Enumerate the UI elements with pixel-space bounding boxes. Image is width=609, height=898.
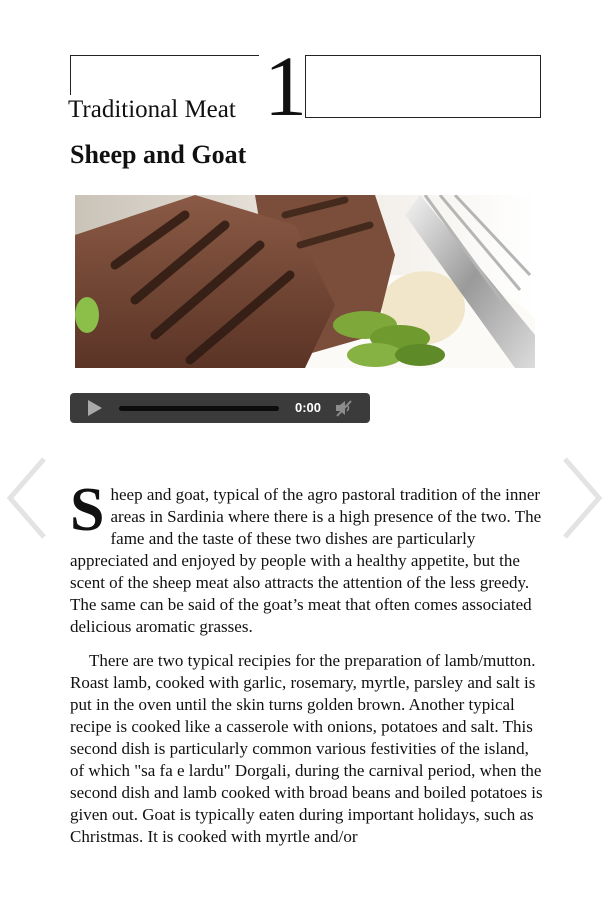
chevron-right-icon [561,455,605,541]
next-page-button[interactable] [561,455,605,541]
chapter-frame-right [305,55,541,118]
paragraph [70,476,545,638]
hero-image [75,195,535,368]
paragraph: There are two typical recipies for the preparation of lamb/mutton. Roast lamb, cooked with garlic, rosemary, myrtle, parsley and salt is put in the oven until the skin turns golden brown. Another typical recipe is cooked like a casserole with onions, potatoes and salt. This second dish is particularly common various festivities of the island, of which "sa fa e lardu" Dorgali, during the carnival period, when the second dish and lamb cooked with broad beans and boiled potatoes is given out. Goat is typically eaten during important holidays, such as Christmas. It is cooked with myrtle and/or [70,651,543,846]
chevron-left-icon [4,455,48,541]
chapter-header [68,38,540,134]
paragraph-text: heep and goat, typical of the agro pastoral tradition of the inner areas in Sardinia where there is a high presence of the two. The fame and the taste of these two dishes are particularly appreciated and enjoyed by people with a healthy appetite, but the scent of the sheep meat also attracts the attention of the less greedy. The same can be said of the goat’s meat that often comes associated delicious aromatic grasses. [70,485,542,636]
audio-player [70,393,370,423]
play-button[interactable] [84,399,104,417]
chapter-frame-left [70,55,259,96]
mute-button[interactable] [334,399,354,417]
drop-cap: S [70,476,105,544]
page-title: Sheep and Goat [70,140,247,169]
play-icon [84,399,104,417]
audio-progress-bar[interactable] [119,406,279,411]
audio-time: 0:00 [295,400,322,415]
volume-muted-icon [334,399,354,417]
article-body [70,476,545,848]
previous-page-button[interactable] [4,455,48,541]
chapter-label: Traditional Meat [68,96,236,123]
chapter-number: 1 [264,38,307,134]
